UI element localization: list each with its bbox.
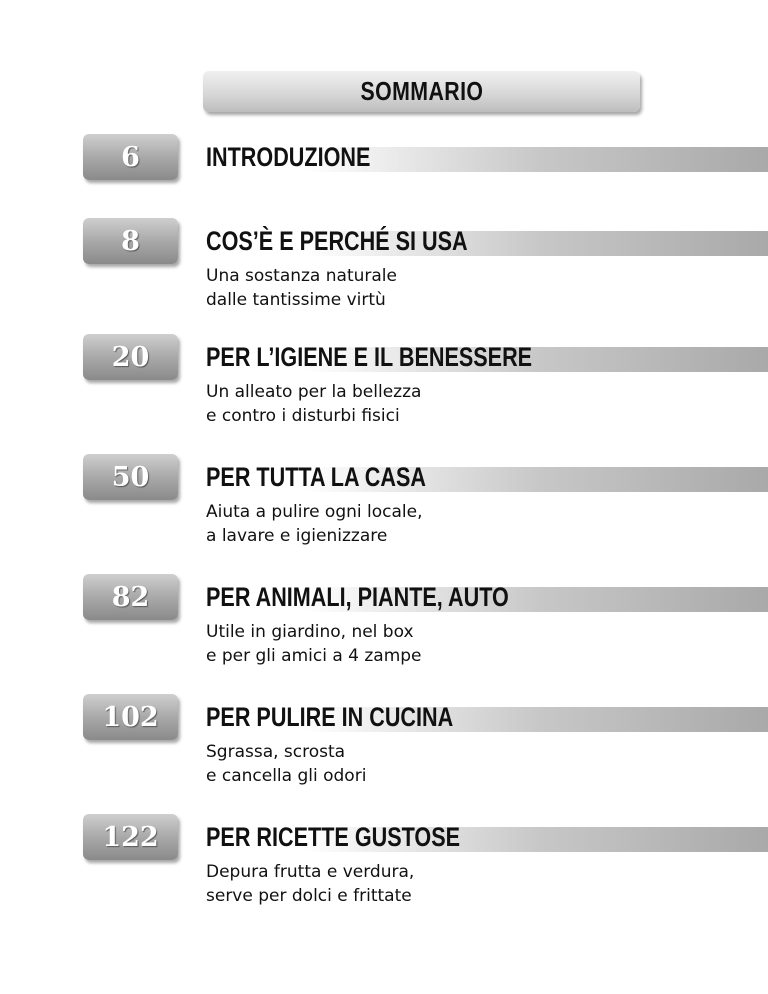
page-title: SOMMARIO (360, 76, 483, 106)
entry-subtitle (206, 264, 397, 312)
page-number-badge (83, 814, 178, 860)
subtitle-line: Sgrassa, scrosta (206, 742, 346, 762)
entry-title: COS’È E PERCHÉ SI USA (206, 226, 468, 256)
page-number: 8 (121, 225, 140, 257)
subtitle-line: a lavare e igienizzare (206, 526, 388, 546)
entry-title: PER L’IGIENE E IL BENESSERE (206, 342, 533, 372)
page-number: 82 (111, 581, 150, 613)
subtitle-line: Un alleato per la bellezza (206, 382, 422, 402)
entry-title: PER TUTTA LA CASA (206, 462, 426, 492)
page-number-badge (83, 574, 178, 620)
subtitle-line: e per gli amici a 4 zampe (206, 646, 422, 666)
subtitle-line: Una sostanza naturale (206, 266, 397, 286)
entry-subtitle (206, 740, 366, 788)
page-number: 50 (111, 461, 150, 493)
page-number-badge (83, 334, 178, 380)
entry-subtitle (206, 500, 423, 548)
subtitle-line: e cancella gli odori (206, 766, 367, 786)
page-number-badge (83, 694, 178, 740)
entry-title: INTRODUZIONE (206, 142, 371, 172)
page-number-badge (83, 454, 178, 500)
contents-header (203, 71, 640, 112)
page-number-badge (83, 134, 178, 180)
page-number-badge (83, 218, 178, 264)
entry-title: PER PULIRE IN CUCINA (206, 702, 454, 732)
subtitle-line: serve per dolci e frittate (206, 886, 412, 906)
entry-title: PER RICETTE GUSTOSE (206, 822, 461, 852)
page-number: 122 (102, 821, 159, 853)
subtitle-line: Depura frutta e verdura, (206, 862, 415, 882)
page-number: 102 (102, 701, 159, 733)
subtitle-line: Utile in giardino, nel box (206, 622, 414, 642)
entry-subtitle (206, 620, 422, 668)
entry-title: PER ANIMALI, PIANTE, AUTO (206, 582, 509, 612)
subtitle-line: Aiuta a pulire ogni locale, (206, 502, 423, 522)
subtitle-line: e contro i disturbi fisici (206, 406, 400, 426)
entry-subtitle (206, 860, 414, 908)
page-number: 20 (111, 341, 150, 373)
entry-subtitle (206, 380, 421, 428)
subtitle-line: dalle tantissime virtù (206, 290, 386, 310)
page-number: 6 (121, 141, 140, 173)
